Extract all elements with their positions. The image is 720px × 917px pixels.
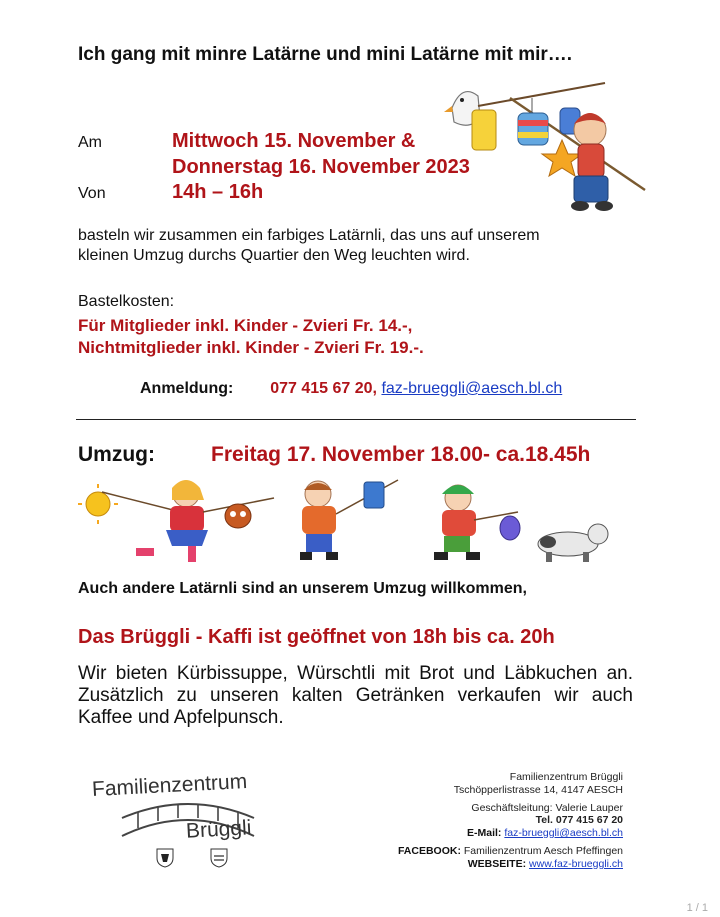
parade-date: Freitag 17. November 18.00- ca.18.45h [211, 443, 591, 466]
page-title: Ich gang mit minre Latärne und mini Latärne mit mir…. [78, 44, 573, 65]
children-parade-illustration [78, 472, 613, 570]
page-indicator: 1 / 1 [686, 902, 708, 914]
footer-email-label: E-Mail: [467, 827, 502, 839]
logo-name: Familienzentrum [91, 769, 248, 802]
registration-row [140, 380, 562, 398]
costs-nonmembers: Nichtmitglieder inkl. Kinder - Zvieri Fr. 19.-. [78, 338, 424, 357]
footer-facebook-label: FACEBOOK: [397, 845, 461, 857]
logo-subname: Brüggli [185, 816, 252, 843]
registration-phone: 077 415 67 20, [270, 380, 377, 397]
footer-tel: Tel. 077 415 67 20 [535, 814, 623, 826]
divider [76, 419, 636, 420]
footer-org-name: Familienzentrum Brüggli [509, 771, 623, 783]
aesch-crest-icon [156, 848, 174, 868]
date-line-2: Donnerstag 16. November 2023 [172, 156, 470, 178]
registration-label: Anmeldung: [140, 380, 234, 397]
footer-email-row [360, 827, 623, 840]
footer-website-label: WEBSEITE: [467, 858, 527, 870]
intro-line-1: basteln wir zusammen ein farbiges Latärnli, das uns auf unserem [78, 227, 540, 244]
cafe-heading: Das Brüggli - Kaffi ist geöffnet von 18h bis ca. 20h [78, 626, 555, 648]
familienzentrum-logo [88, 770, 298, 880]
footer-website-row [360, 858, 623, 871]
footer-address: Tschöpperlistrasse 14, 4147 AESCH [453, 784, 623, 796]
intro-paragraph [78, 226, 540, 266]
parade-note: Auch andere Latärnli sind an unserem Umzug willkommen, [78, 580, 527, 597]
date-line-1: Mittwoch 15. November & [172, 130, 416, 152]
lantern-boy-illustration [440, 78, 650, 223]
von-label: Von [78, 185, 106, 202]
costs-members: Für Mitglieder inkl. Kinder - Zvieri Fr. 14.-, [78, 316, 413, 335]
parade-label: Umzug: [78, 443, 155, 466]
costs-label: Bastelkosten: [78, 293, 175, 310]
footer-website-link[interactable]: www.faz-brueggli.ch [529, 858, 623, 870]
am-label: Am [78, 134, 102, 151]
time-range: 14h – 16h [172, 181, 264, 203]
pfeffingen-crest-icon [210, 848, 228, 868]
footer-email-link[interactable]: faz-brueggli@aesch.bl.ch [504, 827, 623, 839]
cafe-text: Wir bieten Kürbissuppe, Würschtli mit Brot und Läbkuchen an. Zusätzlich zu unseren kalten Getränken verkaufen wir auch Kaffee und Apfelpunsch. [78, 663, 633, 728]
footer-facebook-row [360, 845, 623, 858]
footer-facebook: Familienzentrum Aesch Pfeffingen [463, 845, 623, 857]
footer-manager: Geschäftsleitung: Valerie Lauper [471, 802, 623, 814]
registration-email-link[interactable]: faz-brueggli@aesch.bl.ch [381, 380, 563, 397]
intro-line-2: kleinen Umzug durchs Quartier den Weg leuchten wird. [78, 247, 470, 264]
